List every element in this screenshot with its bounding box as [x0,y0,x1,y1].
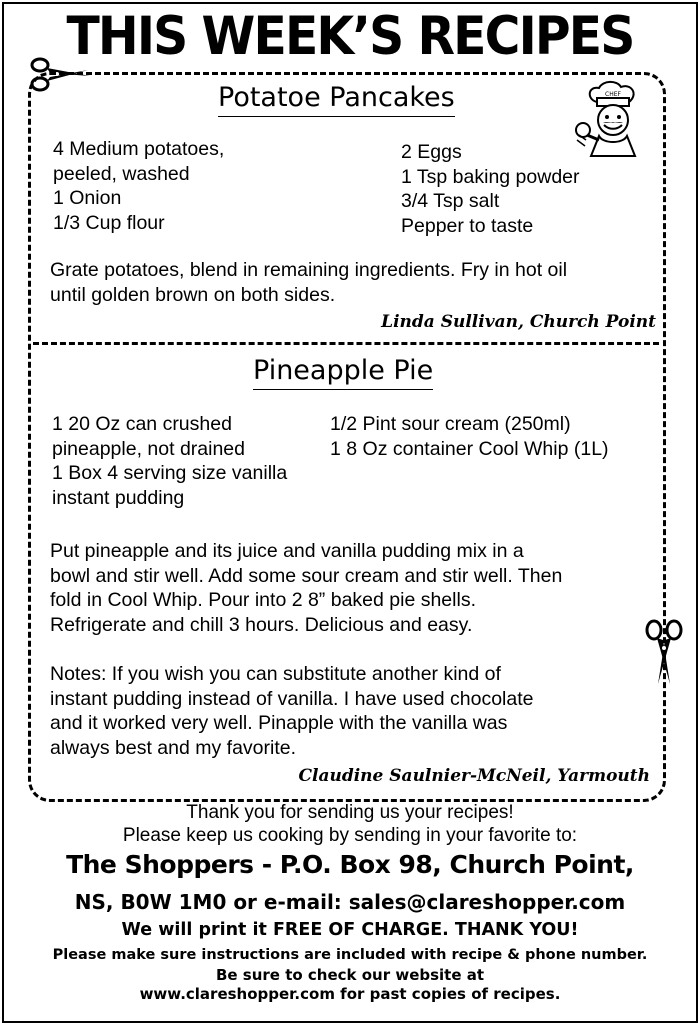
ingredients-left [53,137,224,235]
notes-line: Notes: If you wish you can substitute another kind of [50,663,501,685]
page-headline: THIS WEEK’S RECIPES [66,6,634,67]
recipe-title: Pineapple Pie [253,355,433,390]
ingredient: peeled, washed [53,162,190,185]
ingredients-right [330,412,609,461]
ingredients-left [52,412,287,510]
svg-text:CHEF: CHEF [605,91,621,98]
ingredient: pineapple, not drained [52,437,245,460]
directions-line: Refrigerate and chill 3 hours. Delicious and easy. [50,613,473,636]
recipe-author: Claudine Saulnier-McNeil, Yarmouth [298,766,650,786]
footer-instructions-note: Please make sure instructions are included with recipe & phone number. [52,947,648,963]
recipe-directions [50,258,567,307]
ingredient: 1 20 Oz can crushed [52,413,232,435]
directions-line: Grate potatoes, blend in remaining ingredients. Fry in hot oil [50,259,568,281]
footer-email: NS, B0W 1M0 or e-mail: sales@clareshopper.com [74,890,626,914]
footer-website-intro: Be sure to check our website at [215,966,485,984]
directions-line: until golden brown on both sides. [50,283,336,306]
ingredients-right [401,140,580,238]
ingredient: 1 Box 4 serving size vanilla [52,462,288,484]
footer-free-of-charge: We will print it FREE OF CHARGE. THANK YOU! [121,920,579,940]
recipe-directions [50,539,562,637]
directions-line: bowl and stir well. Add some sour cream and stir well. Then [50,564,563,587]
ingredient: Pepper to taste [401,214,534,237]
ingredient: 4 Medium potatoes, [53,138,225,160]
ingredient: 1 8 Oz container Cool Whip (1L) [330,437,609,460]
ingredient: 3/4 Tsp salt [401,190,500,212]
footer-keep-cooking: Please keep us cooking by sending in your favorite to: [122,825,578,846]
ingredient: 1/2 Pint sour cream (250ml) [330,413,571,435]
recipe-title: Potatoe Pancakes [218,82,455,117]
ingredient: 1 Tsp baking powder [401,165,580,188]
notes-line: and it worked very well. Pinapple with the vanilla was [50,712,508,734]
cut-line [33,342,659,345]
recipe-notes [50,662,534,760]
footer-website: www.clareshopper.com for past copies of recipes. [139,985,561,1003]
ingredient: instant pudding [52,486,185,509]
directions-line: Put pineapple and its juice and vanilla pudding mix in a [50,540,524,562]
ingredient: 1 Onion [53,187,122,209]
ingredient: 1/3 Cup flour [53,211,165,234]
footer-address: The Shoppers - P.O. Box 98, Church Point, [66,850,634,879]
notes-line: always best and my favorite. [50,736,297,759]
footer-thanks: Thank you for sending us your recipes! [186,802,514,823]
notes-line: instant pudding instead of vanilla. I have used chocolate [50,687,534,710]
chef-icon [573,80,653,158]
scissors-icon [640,618,688,686]
recipe-author: Linda Sullivan, Church Point [381,312,656,332]
directions-line: fold in Cool Whip. Pour into 2 8” baked pie shells. [50,589,476,611]
ingredient: 2 Eggs [401,141,462,163]
